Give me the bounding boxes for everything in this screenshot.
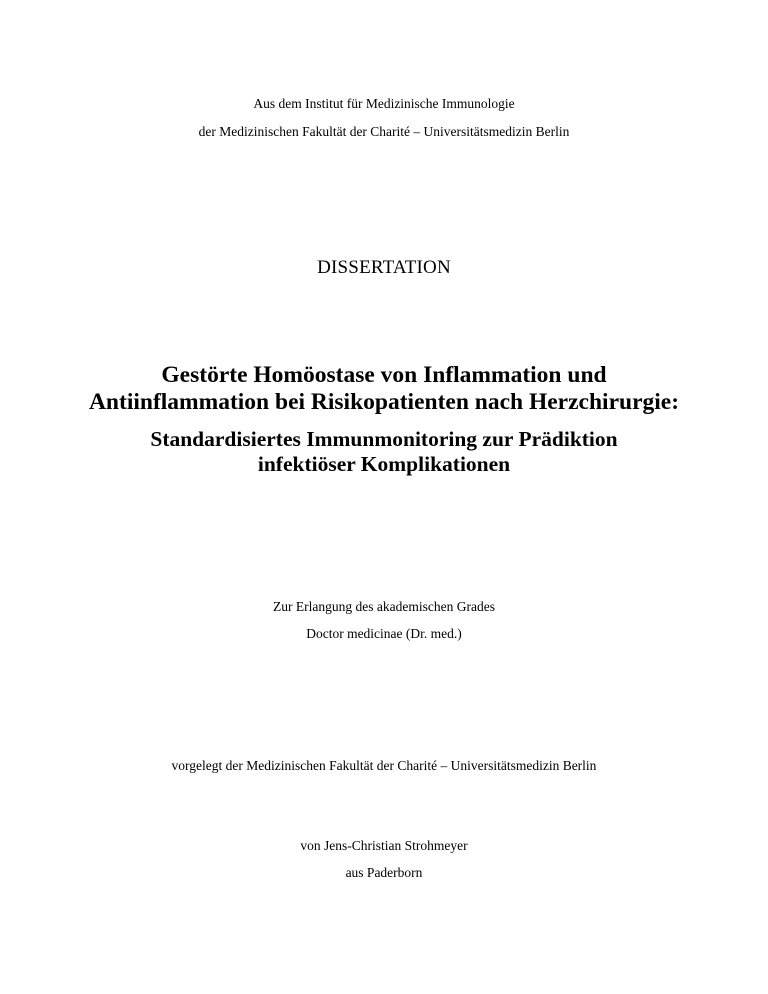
subtitle-line-2: infektiöser Komplikationen <box>257 452 511 476</box>
subtitle-line-1: Standardisiertes Immunmonitoring zur Prädiktion <box>150 427 618 451</box>
title-line-2: Antiinflammation bei Risikopatienten nach Herzchirurgie: <box>88 389 680 415</box>
institute-line-2: der Medizinischen Fakultät der Charité – Universitätsmedizin Berlin <box>198 124 570 139</box>
degree-line-1: Zur Erlangung des akademischen Grades <box>273 599 495 614</box>
author-name: von Jens-Christian Strohmeyer <box>300 838 468 853</box>
institute-line-1: Aus dem Institut für Medizinische Immunologie <box>253 96 515 111</box>
document-type: DISSERTATION <box>317 257 451 278</box>
author-origin: aus Paderborn <box>345 865 423 880</box>
degree-line-2: Doctor medicinae (Dr. med.) <box>306 626 462 641</box>
title-line-1: Gestörte Homöostase von Inflammation und <box>161 362 607 388</box>
submission-line: vorgelegt der Medizinischen Fakultät der Charité – Universitätsmedizin Berlin <box>171 758 597 773</box>
